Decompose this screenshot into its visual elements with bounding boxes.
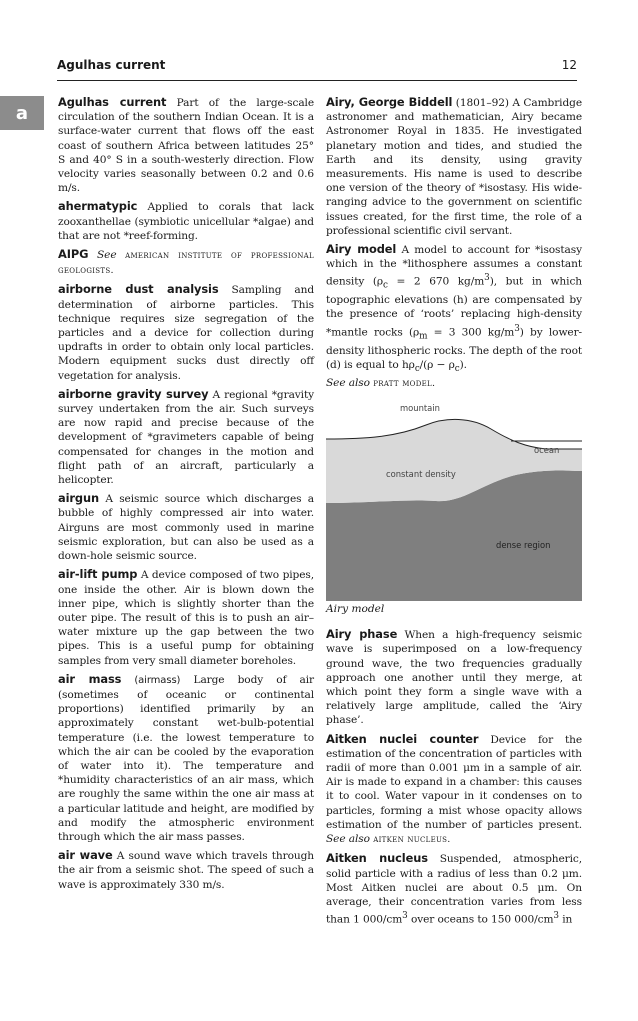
entry-agulhas-current — [58, 95, 314, 195]
superscript: 3 — [402, 911, 408, 922]
entry-body: Applied to corals that lack zooxanthellae (symbiotic unicellular *algae) and that are not *reef-forming. — [58, 201, 314, 242]
headword: airgun — [58, 491, 99, 506]
cross-reference: aitken nucleus. — [369, 834, 451, 846]
entry-body: ), but in which topographic elevations (h) are compensated by the presence of ‘roots’ replacing high-density *mantle rocks (ρ — [326, 275, 582, 339]
headword: airborne dust analysis — [58, 282, 219, 297]
see-also-label: See also — [326, 833, 370, 846]
headword: Airy, George Biddell — [326, 95, 453, 109]
superscript: 3 — [553, 911, 559, 922]
headword: Aitken nuclei counter — [326, 731, 479, 746]
entry-airborne-gravity-survey — [58, 387, 314, 487]
see-label: See — [88, 249, 126, 262]
entry-airy-phase — [326, 627, 582, 727]
page-number: 12 — [561, 58, 577, 72]
running-header — [57, 58, 577, 81]
superscript: 3 — [514, 323, 520, 334]
entry-airgun — [58, 491, 314, 563]
cross-reference: pratt model. — [369, 378, 436, 390]
entry-body: A sound wave which travels through the air from a seismic shot. The speed of such a wave is approximately 330 m/s. — [58, 850, 314, 891]
entry-airy-model — [326, 242, 582, 391]
entry-body: ). — [459, 358, 467, 371]
headword: Aitken nucleus — [326, 851, 428, 866]
entry-body: A device composed of two pipes, one inside the other. Air is blown down the inner pipe, which is slightly shorter than the outer pipe. The result of this is to push an air–water mixture up the gap between the two pipes. This is a useful pump for obtaining samples from very small diameter boreholes. — [58, 569, 314, 667]
headword: air-lift pump — [58, 567, 138, 582]
headword: air wave — [58, 848, 113, 863]
entry-aipg — [58, 247, 314, 278]
entry-body: in — [558, 913, 573, 926]
headword: Agulhas current — [58, 95, 167, 109]
headword: AIPG — [58, 247, 89, 262]
thumb-index-tab: a — [0, 96, 44, 130]
entry-air-mass — [58, 672, 314, 844]
headword: airborne gravity survey — [58, 386, 209, 401]
entry-ahermatypic — [58, 199, 314, 243]
running-title: Agulhas current — [57, 58, 166, 72]
entry-airborne-dust-analysis — [58, 282, 314, 382]
subscript: c — [454, 363, 460, 374]
alternate-form: (airmass) — [121, 674, 181, 686]
left-column — [58, 95, 314, 896]
entry-air-lift-pump — [58, 567, 314, 667]
figure-caption: Airy model — [326, 603, 385, 616]
entry-body: = 3 300 kg/m — [427, 326, 515, 339]
headword: Airy model — [326, 242, 397, 257]
entry-aitken-nucleus — [326, 851, 582, 927]
entry-body: Part of the large-scale circulation of the southern Indian Ocean. It is a surface-water current that flows off the east coast of southern Africa between latitudes 25° S and 40° S in a south-westerly direction. Flow velocity varies seasonally between 0.2 and 0.6 m/s. — [58, 97, 314, 195]
headword: Airy phase — [326, 627, 398, 642]
entry-body: A model to account for *isostasy which in the *lithosphere assumes a constant density (ρ — [326, 244, 582, 288]
entry-body: /(ρ − ρ — [419, 358, 455, 371]
superscript: 3 — [484, 273, 490, 284]
see-also-label: See also — [326, 377, 370, 390]
entry-body: A seismic source which discharges a bubble of highly compressed air into water. Airguns are most commonly used in marine seismic exploration, but can also be used as a down-hole seismic source. — [58, 493, 314, 563]
label-ocean: ocean — [534, 445, 560, 456]
label-dense-region: dense region — [496, 540, 551, 551]
entry-air-wave — [58, 848, 314, 892]
label-constant-density: constant density — [386, 469, 456, 480]
entry-body: over oceans to 150 000/cm — [407, 913, 554, 926]
subscript: c — [383, 281, 388, 292]
airy-model-diagram — [326, 401, 582, 601]
entry-airy-george-biddell — [326, 95, 582, 238]
subscript: m — [419, 331, 428, 342]
entry-body: Large body of air (sometimes of oceanic or continental proportions) identified primarily by an approximately constant wet-bulb-potential temperature (i.e. the lowest temperature to which the air can be cooled by the evaporation of water into it). The temperature and *humidity characteristics of an air mass, which are roughly the same within the one air mass at a particular latitude and height, are modified by and modify the atmospheric environment through which the air mass passes. — [58, 673, 314, 843]
entry-body: Suspended, atmospheric, solid particle with a radius of less than 0.2 μm. Most Aitken nuclei are about 0.5 μm. On average, their concentration varies from less than 1 000/cm — [326, 853, 582, 926]
entry-aitken-nuclei-counter — [326, 732, 582, 848]
headword: ahermatypic — [58, 199, 138, 214]
cross-reference: american institute of professional geologists. — [58, 250, 314, 277]
entry-body: = 2 670 kg/m — [387, 275, 485, 288]
right-column — [326, 95, 582, 931]
entry-body: (1801–92) A Cambridge astronomer and mathematician, Airy became Astronomer Royal in 1835. He investigated planetary motion and tides, and studied the Earth and its density, using gravity measurements. His name is used to describe one version of the theory of *isostasy. His wide-ranging advice to the government on scientific issues created, for the first time, the role of a professional scientific civil servant. — [326, 97, 582, 237]
entry-body: A regional *gravity survey undertaken from the air. Such surveys are now rapid and precise because of the development of *gravimeters capable of being compensated for changes in the motion and flight path of an aircraft, particularly a helicopter. — [58, 388, 314, 487]
subscript: c — [414, 363, 420, 374]
label-mountain: mountain — [400, 403, 440, 414]
headword: air mass — [58, 671, 122, 686]
airy-model-svg — [326, 401, 582, 601]
entry-body: Device for the estimation of the concentration of particles with radii of more than 0.001 μm in a sample of air. Air is made to expand in a chamber: this causes it to cool. Water vapour in it condenses on to particles, forming a mist whose opacity allows estimation of the number of particles present. — [326, 733, 582, 831]
entry-body: When a high-frequency seismic wave is superimposed on a low-frequency ground wave, the two frequencies gradually approach one another until they merge, at which point they form a single wave with a relatively large amplitude, called the ‘Airy phase’. — [326, 629, 582, 727]
entry-body: ) by lower-density lithospheric rocks. The depth of the root (d) is equal to hρ — [326, 326, 583, 371]
entry-body: Sampling and determination of airborne particles. This technique requires size segregation of the particles and a device for collection during updrafts in order to obtain only local particles. Modern equipment sucks dust directly off vegetation for analysis. — [58, 284, 314, 382]
